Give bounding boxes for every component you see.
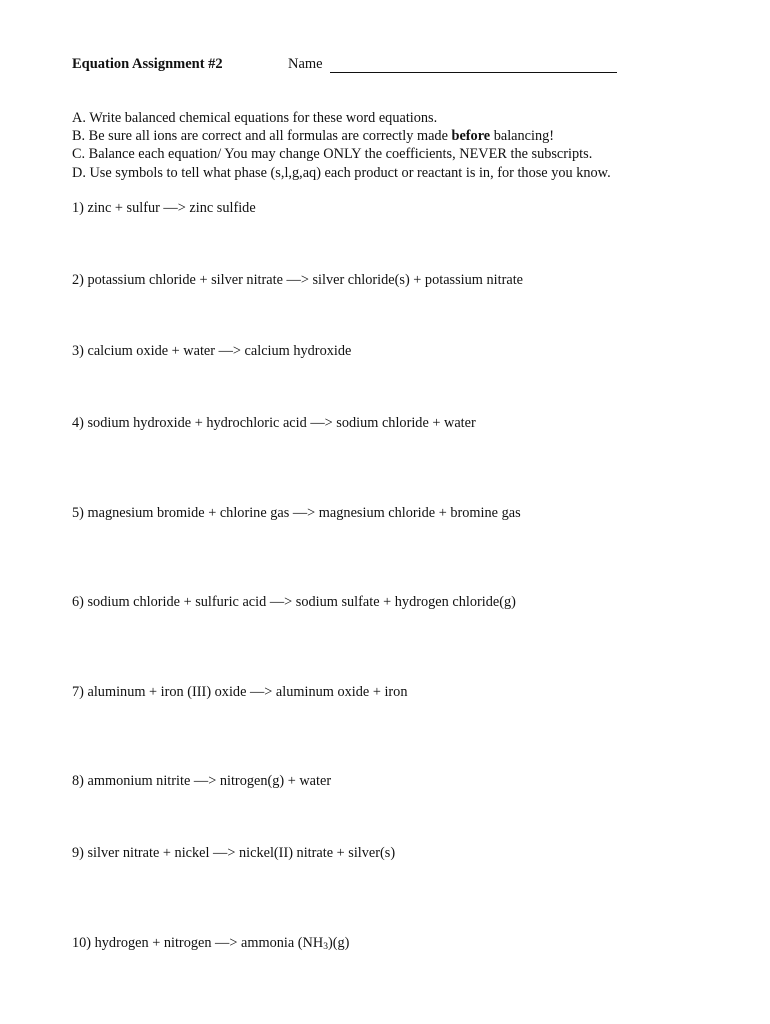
worksheet-header [72,56,632,78]
problem-4: 4) sodium hydroxide + hydrochloric acid —> sodium chloride + water [72,415,476,431]
instruction-b-start: B. Be sure all ions are correct and all formulas are correctly made [72,128,452,145]
problem-8: 8) ammonium nitrite —> nitrogen(g) + water [72,773,332,789]
instruction-b [72,127,692,145]
instruction-b-end: balancing! [490,128,555,145]
problem-5: 5) magnesium bromide + chlorine gas —> magnesium chloride + bromine gas [72,505,521,521]
assignment-title: Equation Assignment #2 [72,56,223,72]
instruction-d: D. Use symbols to tell what phase (s,l,g,aq) each product or reactant is in, for those you know. [72,164,611,181]
problem-2: 2) potassium chloride + silver nitrate —> silver chloride(s) + potassium nitrate [72,272,524,288]
problem-6: 6) sodium chloride + sulfuric acid —> sodium sulfate + hydrogen chloride(g) [72,594,516,610]
problem-3: 3) calcium oxide + water —> calcium hydroxide [72,343,352,359]
problem-1: 1) zinc + sulfur —> zinc sulfide [72,200,256,216]
instruction-c: C. Balance each equation/ You may change ONLY the coefficients, NEVER the subscripts. [72,146,593,163]
problem-10-start: 10) hydrogen + nitrogen —> ammonia (NH [72,935,324,951]
problem-10-end: )(g) [327,935,350,951]
problem-7: 7) aluminum + iron (III) oxide —> aluminum oxide + iron [72,684,408,700]
instruction-b-emphasis: before [451,128,491,145]
instructions [72,109,692,182]
instruction-a: A. Write balanced chemical equations for these word equations. [72,110,438,126]
ammonia-subscript: 3 [323,942,328,952]
problem-9: 9) silver nitrate + nickel —> nickel(II) nitrate + silver(s) [72,845,396,861]
problem-10 [72,935,349,952]
name-blank-line [330,72,617,73]
name-label: Name [288,56,323,72]
